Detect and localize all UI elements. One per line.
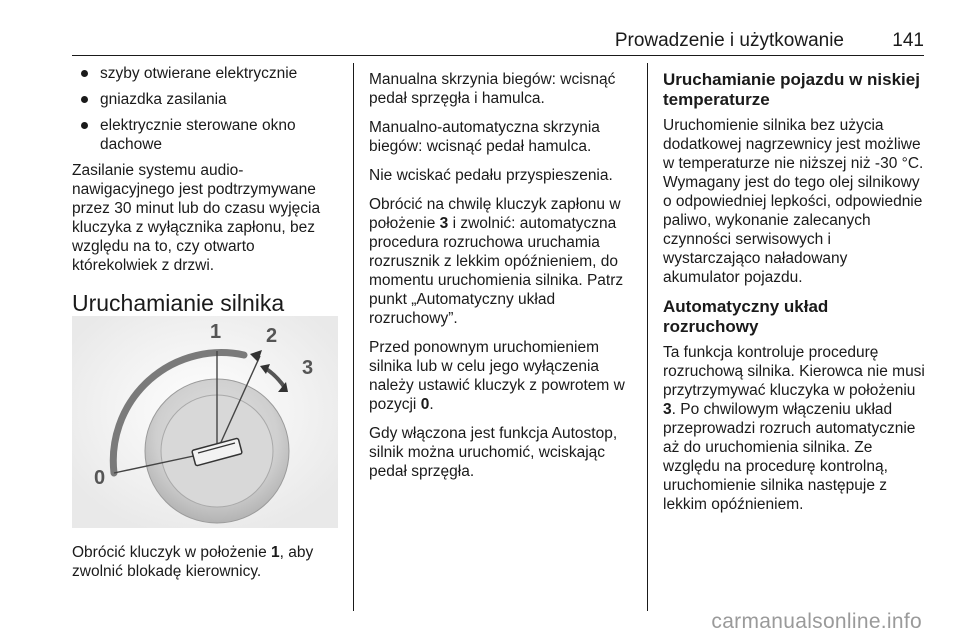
autostart-heading: Automatyczny układ rozruchowy xyxy=(663,297,829,336)
autostart-paragraph: Ta funkcja kontroluje procedurę rozruchową silnika. Kierowca nie musi przytrzymywać kluczyka w położeniu 3. Po chwilowym włączeniu układ przeprowadzi rozruch automatycznie aż do uruchomienia silnika. Ze względu na procedurę kontrolną, uruchomienie silnika następuje z lekkim opóźnieniem. xyxy=(663,344,925,513)
list-item: gniazdka zasilania xyxy=(72,90,344,109)
restart-paragraph: Przed ponownym uruchomieniem silnika lub w celu jego wyłączenia należy ustawić kluczyk z powrotem w pozycji 0. xyxy=(369,339,625,413)
figure-caption xyxy=(72,543,344,581)
page-header xyxy=(72,30,924,52)
column-divider-2 xyxy=(647,63,648,611)
position-label-2: 2 xyxy=(266,325,278,347)
page-number: 141 xyxy=(892,30,924,51)
list-item: elektrycznie sterowane okno dachowe xyxy=(72,116,344,154)
autostop-paragraph: Gdy włączona jest funkcja Autostop, silnik można uruchomić, wciskając pedał sprzęgła. xyxy=(369,425,618,480)
header-title: Prowadzenie i użytkowanie xyxy=(614,30,844,51)
cold-start-paragraph: Uruchomienie silnika bez użycia dodatkowej nagrzewnicy jest możliwe w temperaturze nie niższej niż -30 °C. Wymagany jest do tego olej silnikowy o odpowiedniej lepkości, odpowiednie paliwo, wykonanie zalecanych czynności serwisowych i wystarczająco naładowany akumulator pojazdu. xyxy=(663,117,924,286)
header-rule xyxy=(72,55,924,56)
column-1 xyxy=(72,64,344,317)
watermark: carmanualsonline.info xyxy=(711,610,922,633)
list-item: szyby otwierane elektrycznie xyxy=(72,64,344,83)
caption-text-end: , aby zwolnić blokadę kierownicy. xyxy=(72,544,314,580)
column-divider-1 xyxy=(353,63,354,611)
automated-gearbox-paragraph: Manualno-automatyczna skrzynia biegów: wcisnąć pedał hamulca. xyxy=(369,119,600,155)
column-3 xyxy=(663,70,925,524)
caption-position: 1 xyxy=(271,544,280,561)
cold-start-heading: Uruchamianie pojazdu w niskiej temperaturze xyxy=(663,70,920,109)
caption-text: Obrócić kluczyk w położenie xyxy=(72,544,271,561)
bullet-list xyxy=(72,64,344,154)
section-title: Uruchamianie silnika xyxy=(72,290,285,316)
position-label-1: 1 xyxy=(210,321,222,343)
accelerator-paragraph: Nie wciskać pedału przyspieszenia. xyxy=(369,167,613,184)
position-label-0: 0 xyxy=(94,467,106,489)
column-2 xyxy=(369,70,637,491)
ignition-turn-paragraph: Obrócić na chwilę kluczyk zapłonu w położenie 3 i zwolnić: automatyczna procedura rozruchowa uruchamia rozrusznik z lekkim opóźnieniem, do momentu uruchomienia silnika. Patrz punkt „Automatyczny układ rozruchowy”. xyxy=(369,196,624,327)
position-label-3: 3 xyxy=(302,357,314,379)
audio-paragraph: Zasilanie systemu audio-nawigacyjnego jest podtrzymywane przez 30 minut lub do czasu wyjęcia kluczyka z wyłącznika zapłonu, bez względu na to, czy otwarto którekolwiek z drzwi. xyxy=(72,162,321,274)
ignition-figure xyxy=(72,316,338,528)
manual-gearbox-paragraph: Manualna skrzynia biegów: wcisnąć pedał sprzęgła i hamulca. xyxy=(369,71,616,107)
ignition-lock-illustration xyxy=(72,316,338,528)
